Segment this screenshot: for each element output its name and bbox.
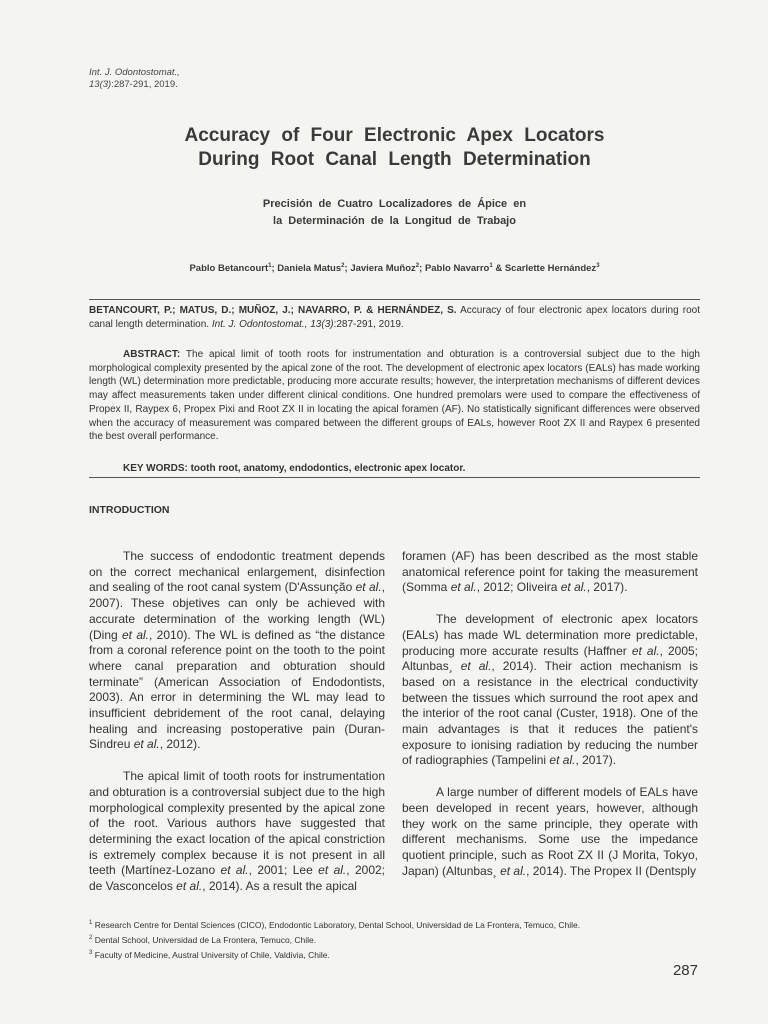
author: Daniela Matus$^2$; — [277, 263, 351, 275]
author: Pablo Navarro$^1$ & — [424, 263, 505, 275]
footnote: $^3$ Faculty of Medicine, Austral University of Chile, Valdivia, Chile. — [89, 949, 330, 960]
paragraph: A large number of different models of EALs have been developed in recent years, however, although they work on the same principle, they operate with different mechanisms. Some use the impedance quotient principle, such as Root ZX II (J Morita, Tokyo, Japan) (Altunbas¸ et al., 2014). The Propex II (Dentsply — [402, 785, 698, 878]
paragraph: The apical limit of tooth roots for instrumentation and obturation is a controversial subject due to the high morphological complexity presented by the apical zone of the root. Various authors have suggested that determining the exact location of the apical constriction is extremely complex because it is not present in all teeth (Martínez-Lozano et al., 2001; Lee et al., 2002; de Vasconcelos et al., 2014). As a result the apical — [89, 769, 386, 894]
paragraph: The success of endodontic treatment depends on the correct mechanical enlargement, disinfection and sealing of the root canal system (D'Assunção et al., 2007). These objetives can only be achieved with accurate determination of the working length (WL) (Ding et al., 2010). The WL is defined as “the distance from a coronal reference point on the tooth to the point where canal preparation and obturation should terminate” (American Association of Endodontists, 2003). An error in determining the WL may lead to insufficient debridement of the root canal, delaying healing and increasing postoperative pain (Duran-Sindreu et al., 2012). — [89, 549, 386, 752]
journal-volume: 13(3) — [89, 79, 112, 90]
paper-subtitle — [89, 196, 700, 230]
divider — [89, 299, 700, 300]
citation-text: Accuracy of four electronic apex locators during root canal length determination. — [89, 305, 700, 330]
journal-reference — [89, 67, 180, 91]
author: Javiera Muñoz$^2$; — [350, 263, 425, 275]
subtitle-line-1: Precisión de Cuatro Localizadores de Ápice en — [262, 198, 527, 210]
subtitle-line-2: la Determinación de la Longitud de Trabajo — [273, 215, 516, 227]
title-line-1: Accuracy of Four Electronic Apex Locators — [184, 125, 605, 146]
citation-authors: BETANCOURT, P.; MATUS, D.; MUÑOZ, J.; NAVARRO, P. & HERNÁNDEZ, S. — [89, 305, 457, 316]
paper-title — [89, 124, 700, 172]
footnote: $^1$ Research Centre for Dental Sciences (CICO), Endodontic Laboratory, Dental School, Universidad de La Frontera, Temuco, Chile. — [89, 919, 581, 930]
right-column — [402, 549, 698, 895]
divider — [89, 477, 700, 478]
author-list — [89, 263, 700, 274]
footnote: $^2$ Dental School, Universidad de La Frontera, Temuco, Chile. — [89, 934, 317, 945]
abstract-text: The apical limit of tooth roots for instrumentation and obturation is a controversial subject due to the high morphological complexity presented by the apical zone of the root. The development of electronic apex locators (EALs) has made working length (WL) determination more predictable, producing more accurate results; however, the interpretation mechanisms of different devices may affect measurements taken under different clinical conditions. One hundred premolars were used to compare the effectiveness of Propex II, Raypex 6, Propex Pixi and Root ZX II in locating the apical foramen (AF). No statistically significant differences were observed when the accuracy of measurement was compared between the different groups of EALs, however Root ZX II and Raypex 6 presented the best overall performance. — [89, 349, 700, 443]
title-line-2: During Root Canal Length Determination — [198, 149, 591, 170]
author: Scarlette Hernández$^3$ — [504, 263, 600, 275]
abstract-label: ABSTRACT: — [123, 349, 181, 360]
paragraph: The development of electronic apex locators (EALs) has made WL determination more predictable, producing more accurate results (Haffner et al., 2005; Altunbas¸ et al., 2014). Their action mechanism is based on a resistance in the electrical conductivity between the tissues which surround the root apex and the interior of the root canal (Custer, 1918). One of the main advantages is that it reduces the patient's exposure to ionising radiation by reducing the number of radiographies (Tampelini et al., 2017). — [402, 612, 699, 768]
footnotes — [89, 917, 580, 961]
citation-journal: Int. J. Odontostomat., 13(3) — [211, 319, 334, 330]
citation-pages: :287-291, 2019. — [333, 319, 404, 330]
journal-pages: :287-291, 2019. — [111, 79, 178, 90]
citation — [89, 304, 700, 332]
keywords: KEY WORDS: tooth root, anatomy, endodontics, electronic apex locator. — [123, 463, 466, 474]
abstract — [89, 348, 700, 444]
page-number: 287 — [672, 962, 698, 979]
author: Pablo Betancourt$^1$; — [189, 263, 278, 275]
journal-name: Int. J. Odontostomat., — [89, 67, 180, 78]
paragraph: foramen (AF) has been described as the most stable anatomical reference point for taking the measurement (Somma et al., 2012; Oliveira et al., 2017). — [402, 549, 698, 595]
section-heading: INTRODUCTION — [89, 504, 170, 516]
left-column — [89, 549, 385, 911]
